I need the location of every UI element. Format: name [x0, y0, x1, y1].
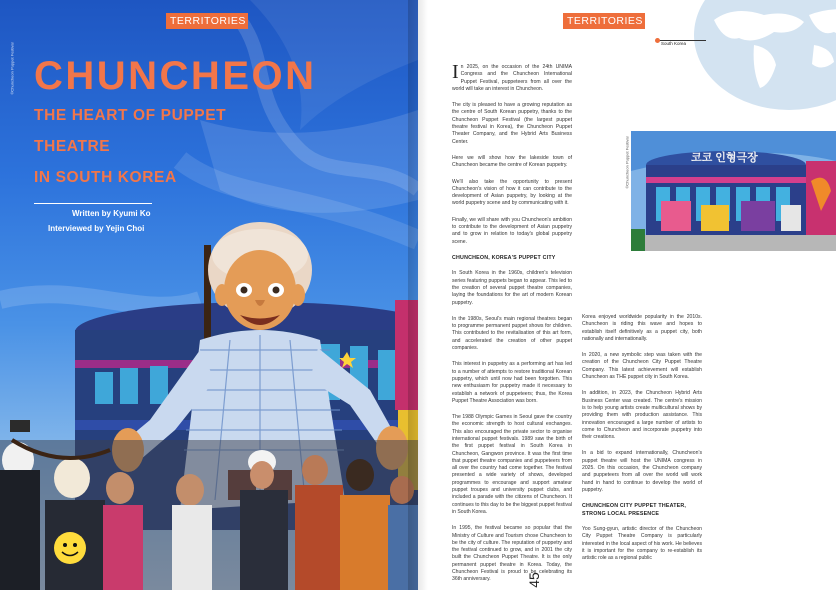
world-map: [694, 0, 836, 110]
festival-crowd: [0, 420, 418, 590]
paragraph: Yoo Sung-gyun, artistic director of the Chuncheon City Puppet Theatre Company is particularly interested in the local aspect of his work. He believes it is important for the company to re-establish its artistic role as a regional public: [582, 526, 702, 562]
map-label: South Korea: [661, 41, 687, 46]
intro-text: n 2025, on the occasion of the 24th UNIMA Congress and the Chuncheon International Puppet Festival, puppeteers from all over the world will take an interest in Chuncheon.: [452, 64, 572, 92]
paragraph: This interest in puppetry as a performing art has led to a number of attempts to restore traditional Korean puppetry, which until now had been forgotten. This new enthusiasm for puppetry made it necessary to establish a network of puppeteers; thus, the Korea Puppet Theatre Association was born.: [452, 361, 572, 404]
paragraph: The 1988 Olympic Games in Seoul gave the country the economic strength to host cultural exchanges. This also encouraged the private sector to organise international puppet festivals. 1989 saw the birth of the first puppet festival in South Korea in Chuncheon, Gangwon province. It was the first time that puppet theatre companies and puppeteers from all over the country had come together. The festival presented a wide variety of shows, developed programmes to encourage and support amateur puppet troupes and university puppet clubs, and included a parade with the citizens of Chuncheon. It continues to this day to be the biggest puppet festival in South Korea.: [452, 414, 572, 515]
right-page: [418, 0, 836, 590]
paragraph: In a bid to expand internationally, Chuncheon's puppet theatre will host the UNIMA congress in 2025. On this occasion, the Chuncheon company and puppeteers from all over the world will work hand in hand to continue to develop the world of puppetry.: [582, 450, 702, 493]
paragraph: In 2020, a new symbolic step was taken with the creation of the Chuncheon City Puppet Theatre Company. This latest achievement will establish Chuncheon as THE puppet city in South Korea.: [582, 352, 702, 381]
paragraph: In the 1980s, Seoul's main regional theatres began to programme permanent puppet shows for children. This contributed to the revitalisation of this art form, and accelerated the creation of other puppet companies.: [452, 315, 572, 352]
paragraph: In addition, in 2023, the Chuncheon Hybrid Arts Business Center was created. The centre's mission is to help young artists create multicultural shows by providing them with production assistance. This innovation encouraged a large number of artists to come to Chuncheon and incorporate puppetry into their creations.: [582, 390, 702, 441]
intro-paragraph: [452, 61, 572, 93]
section-heading: CHUNCHEON, KOREA'S PUPPET CITY: [452, 254, 556, 261]
article-title: CHUNCHEON: [34, 54, 317, 98]
section-tab: TERRITORIES: [166, 13, 248, 29]
subtitle-line: THE HEART OF PUPPET THEATRE: [34, 107, 227, 155]
text-column-left: [452, 61, 572, 590]
paragraph: Here we will show how the lakeside town of Chuncheon became the centre of Korean puppetry.: [452, 154, 572, 169]
section-heading: CHUNCHEON CITY PUPPET THEATER, STRONG LOCAL PRESENCE: [582, 503, 687, 517]
photo-credit: ©Chuncheon Puppet Festival: [9, 42, 15, 95]
paragraph: We'll also take the opportunity to present Chuncheon's vision of how it can contribute to the development of Asian puppetry, by looking at the world puppetry scene and by communicating with it.: [452, 178, 572, 207]
subtitle-line: IN SOUTH KOREA: [34, 169, 177, 186]
theatre-building-photo: [631, 131, 836, 251]
paragraph: Finally, we will share with you Chuncheon's ambition to contribute to the development of Asian puppetry and to grow in relation to today's global puppetry scene.: [452, 216, 572, 245]
photo-credit: ©Chuncheon Puppet Festival: [624, 136, 630, 189]
world-map-icon: [694, 0, 836, 110]
interviewer-credit: Interviewed by Yejin Choi: [48, 224, 145, 233]
page-number: 45: [525, 572, 542, 588]
author-credit: Written by Kyumi Ko: [72, 209, 151, 218]
book-gutter-shadow: [408, 0, 428, 590]
text-column-right: [582, 314, 702, 572]
paragraph: The city is pleased to have a growing reputation as the centre of South Korean puppetry, thanks to the Chuncheon Puppet Festival (the largest puppet theatre festival in Korea), the Chuncheon Puppet Theater Company, and the Hybrid Arts Business Center.: [452, 102, 572, 145]
building-sign: 코코 인형극장: [691, 152, 758, 164]
paragraph: Korea enjoyed worldwide popularity in the 2010s. Chuncheon is riding this wave and hopes to establish itself definitively as a puppet city, both nationally and internationally.: [582, 314, 702, 342]
section-tab: TERRITORIES: [563, 13, 645, 29]
paragraph: In South Korea in the 1960s, children's television series featuring puppets began to appear. This led to the creation of several puppet theatre companies, laying the foundations for the art of modern Korean puppetry.: [452, 270, 572, 306]
paragraph: In 1995, the festival became so popular that the Ministry of Culture and Tourism chose Chuncheon to be the city of culture. The reputation of puppetry and the festival continued to grow, and in 2001 the city built the Chuncheon Puppet Theatre. It is the only permanent puppet theatre in Korea. Today, the Chuncheon Festival is proud to be celebrating its 36th anniversary.: [452, 525, 572, 583]
drop-cap: I: [452, 61, 459, 83]
location-marker-icon: [655, 38, 660, 43]
